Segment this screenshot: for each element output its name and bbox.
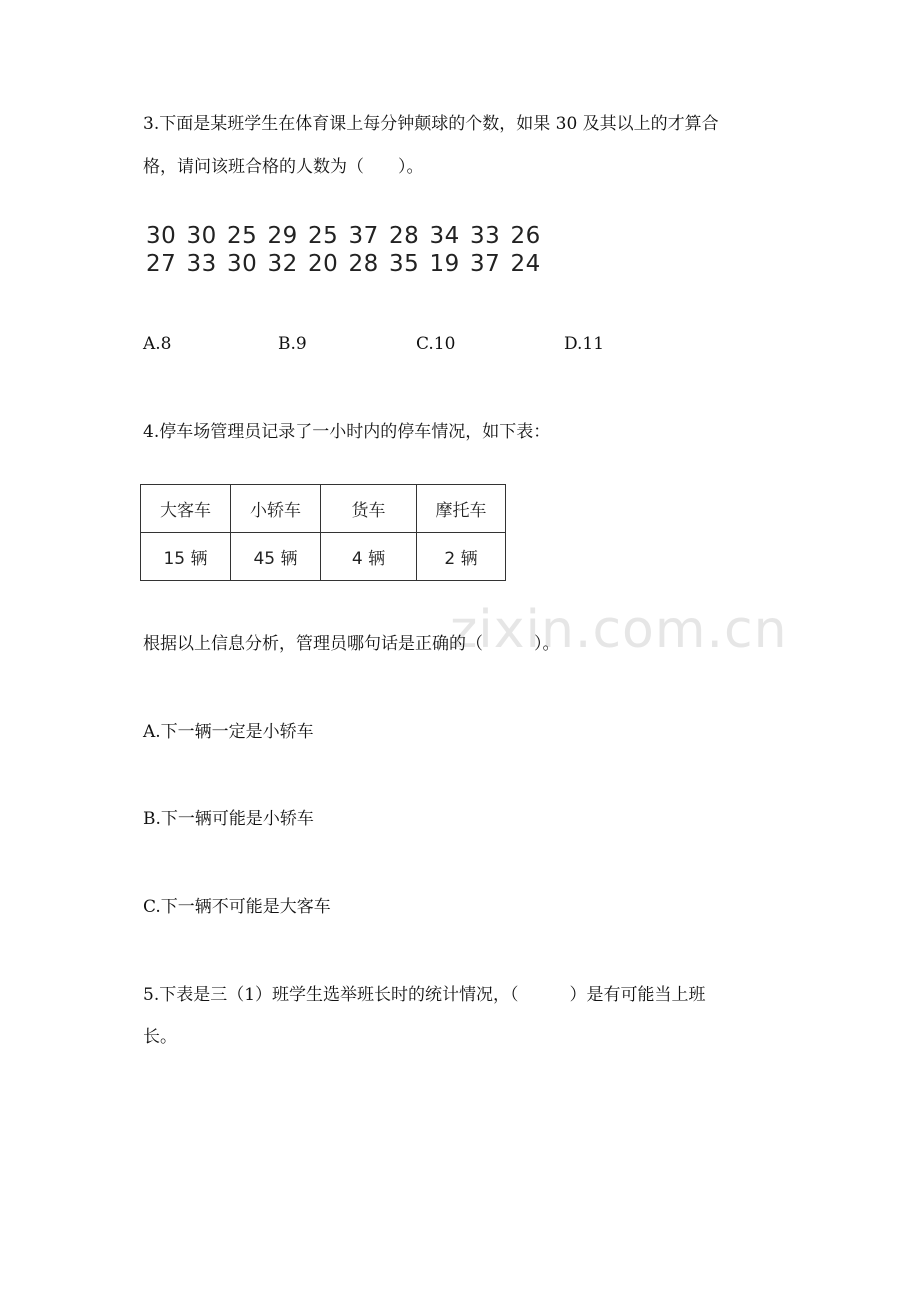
watermark: zixin.com.cn: [450, 600, 788, 660]
count-value: 32: [267, 251, 298, 277]
q5-text-line-2: 长。: [143, 1027, 177, 1047]
value-cell-motorcycle: 2 辆: [417, 533, 506, 581]
q3-option-a[interactable]: A.8: [143, 334, 172, 354]
value-cell-bus: 15 辆: [141, 533, 231, 581]
q4-option-b[interactable]: B.下一辆可能是小轿车: [143, 809, 314, 829]
count-value: 37: [470, 251, 501, 277]
count-value: 30: [227, 251, 258, 277]
q4-text-line-1: 4.停车场管理员记录了一小时内的停车情况，如下表：: [143, 422, 551, 442]
count-value: 28: [389, 223, 420, 249]
count-value: 35: [389, 251, 420, 277]
q3-option-c[interactable]: C.10: [416, 334, 456, 354]
count-value: 29: [267, 223, 298, 249]
juggling-counts-grid: [146, 222, 551, 278]
q5-text-line-1: 5.下表是三（1）班学生选举班长时的统计情况，（ ）是有可能当上班: [143, 985, 706, 1005]
count-value: 33: [186, 251, 217, 277]
q3-option-b[interactable]: B.9: [278, 334, 307, 354]
count-value: 28: [348, 251, 379, 277]
count-value: 30: [146, 223, 177, 249]
q3-text-line-1: 3.下面是某班学生在体育课上每分钟颠球的个数，如果 30 及其以上的才算合: [143, 114, 719, 134]
count-value: 20: [308, 251, 339, 277]
count-value: 30: [186, 223, 217, 249]
q3-text-line-2: 格，请问该班合格的人数为（ ）。: [143, 157, 424, 177]
header-cell-car: 小轿车: [231, 485, 321, 533]
q3-options: [143, 332, 643, 356]
count-value: 19: [429, 251, 460, 277]
count-value: 34: [429, 223, 460, 249]
table-row: [141, 533, 506, 581]
q4-prompt: 根据以上信息分析，管理员哪句话是正确的（ ）。: [143, 634, 560, 654]
count-value: 37: [348, 223, 379, 249]
count-value: 25: [227, 223, 258, 249]
count-value: 33: [470, 223, 501, 249]
q3-option-d[interactable]: D.11: [564, 334, 605, 354]
q4-option-a[interactable]: A.下一辆一定是小轿车: [143, 722, 314, 742]
header-cell-bus: 大客车: [141, 485, 231, 533]
count-value: 24: [510, 251, 541, 277]
counts-row-2: [146, 250, 551, 278]
header-cell-truck: 货车: [321, 485, 417, 533]
counts-row-1: [146, 222, 551, 250]
table-header-row: [141, 485, 506, 533]
value-cell-car: 45 辆: [231, 533, 321, 581]
value-cell-truck: 4 辆: [321, 533, 417, 581]
q4-option-c[interactable]: C.下一辆不可能是大客车: [143, 897, 331, 917]
count-value: 27: [146, 251, 177, 277]
parking-table: [140, 484, 506, 581]
count-value: 26: [510, 223, 541, 249]
header-cell-motorcycle: 摩托车: [417, 485, 506, 533]
count-value: 25: [308, 223, 339, 249]
